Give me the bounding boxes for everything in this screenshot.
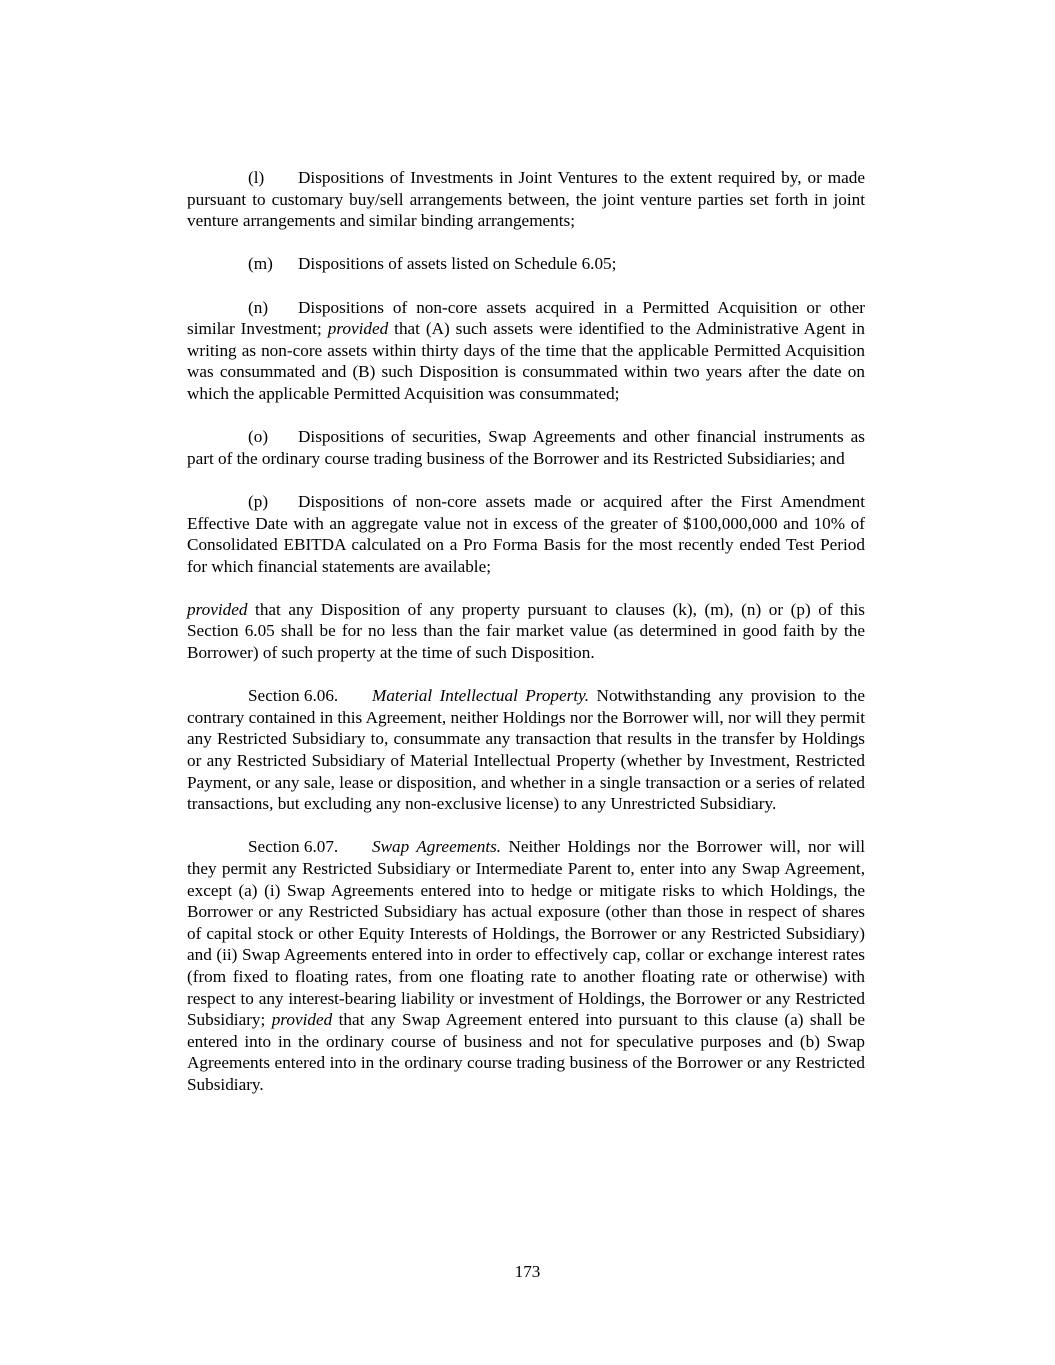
clause-label: (m)	[248, 254, 273, 274]
clause-n	[187, 297, 865, 405]
clause-italic-term: provided	[327, 319, 389, 339]
section-title: Swap Agreements.	[372, 837, 502, 857]
section-6-06	[187, 685, 865, 815]
clause-text: Dispositions of non-core assets acquired in a Permitted Acquisition or other similar Investment;	[187, 297, 865, 339]
section-italic-term: provided	[271, 1010, 333, 1030]
proviso-italic-term: provided	[187, 599, 248, 619]
clause-label: (n)	[248, 297, 269, 317]
section-number: Section 6.07.	[248, 837, 339, 857]
proviso-paragraph	[187, 599, 865, 664]
section-text: Neither Holdings nor the Borrower will, nor will they permit any Restricted Subsidiary or Intermediate Parent to, enter into any Swap Agreement, except (a) (i) Swap Agreements entered into to hedge or mitigate risks to which Holdings, the Borrower or any Restricted Subsidiary has actual exposure (other than those in respect of shares of capital stock or other Equity Interests of Holdings, the Borrower or any Restricted Subsidiary) and (ii) Swap Agreements entered into in order to effectively cap, collar or exchange interest rates (from fixed to floating rates, from one floating rate to another floating rate or otherwise) with respect to any interest-bearing liability or investment of Holdings, the Borrower or any Restricted Subsidiary;	[187, 837, 865, 1030]
document-page	[187, 167, 865, 1117]
clause-text: Dispositions of non-core assets made or acquired after the First Amendment Effective Date with an aggregate value not in excess of the greater of $100,000,000 and 10% of Consolidated EBITDA calculated on a Pro Forma Basis for the most recently ended Test Period for which financial statements are available;	[187, 491, 865, 576]
section-number: Section 6.06.	[248, 686, 339, 706]
clause-label: (l)	[248, 168, 265, 187]
section-6-07	[187, 836, 865, 1095]
clause-text: Dispositions of securities, Swap Agreements and other financial instruments as part of the ordinary course trading business of the Borrower and its Restricted Subsidiaries; and	[187, 427, 865, 468]
clause-text-continued: that (A) such assets were identified to the Administrative Agent in writing as non-core assets within thirty days of the time that the applicable Permitted Acquisition was consummated and (B) such Disposition is consummated within two years after the date on which the applicable Permitted Acquisition was consummated;	[187, 319, 865, 403]
clause-label: (o)	[248, 427, 269, 447]
page-number: 173	[514, 1262, 541, 1281]
section-text-continued: that any Swap Agreement entered into pursuant to this clause (a) shall be entered into in the ordinary course of business and not for speculative purposes and (b) Swap Agreements entered into in the ordinary course trading business of the Borrower or any Restricted Subsidiary.	[187, 1010, 865, 1094]
clause-text: Dispositions of Investments in Joint Ventures to the extent required by, or made pursuant to customary buy/sell arrangements between, the joint venture parties set forth in joint venture arrangements and similar binding arrangements;	[187, 168, 865, 231]
section-title: Material Intellectual Property.	[372, 686, 590, 706]
section-text: Notwithstanding any provision to the contrary contained in this Agreement, neither Holdings nor the Borrower will, nor will they permit any Restricted Subsidiary to, consummate any transaction that results in the transfer by Holdings or any Restricted Subsidiary of Material Intellectual Property (whether by Investment, Restricted Payment, or any sale, lease or disposition, and whether in a single transaction or a series of related transactions, but excluding any non-exclusive license) to any Unrestricted Subsidiary.	[187, 686, 865, 814]
clause-m	[187, 253, 865, 275]
proviso-text: that any Disposition of any property pursuant to clauses (k), (m), (n) or (p) of this Section 6.05 shall be for no less than the fair market value (as determined in good faith by the Borrower) of such property at the time of such Disposition.	[187, 599, 865, 663]
clause-label: (p)	[248, 491, 269, 511]
clause-l	[187, 167, 865, 232]
clause-p	[187, 491, 865, 577]
clause-text: Dispositions of assets listed on Schedule 6.05;	[298, 254, 617, 274]
clause-o	[187, 426, 865, 469]
